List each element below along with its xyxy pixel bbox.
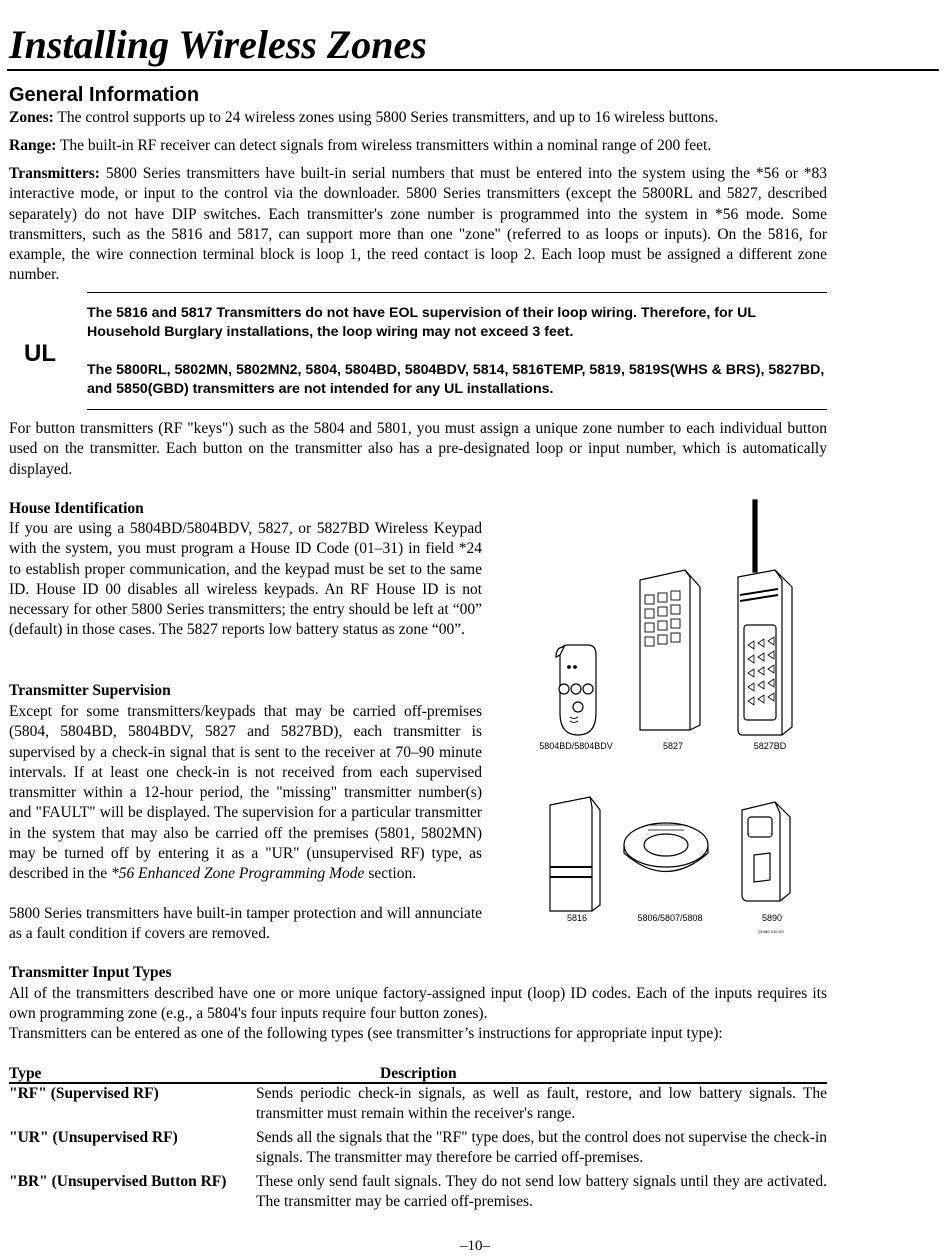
figure-id: 01080-010-V0 — [758, 929, 784, 934]
supervision-text-before: Except for some transmitters/keypads that may be carried off-premises (5804, 5804BD, 5804BDV, 5827 and 5827BD), each transmitter is supervised by a check-in signal that is sent to the receiver at 70–90 minute intervals. If at least one check-in is not received from each supervised transmitter within a 12-hour period, the "missing" transmitter number(s) and "FAULT" will be displayed. The supervision for a particular transmitter in the system that may also be carried off the premises (5801, 5802MN) may be turned off by entering it as a "UR" (unsupervised RF) type, as described in the — [9, 703, 482, 883]
label-5816: 5816 — [566, 913, 588, 923]
zones-text: The control supports up to 24 wireless zones using 5800 Series transmitters, and up to 16 wireless buttons. — [53, 109, 719, 126]
label-5827: 5827 — [662, 741, 684, 751]
tamper-protection-text: 5800 Series transmitters have built-in tamper protection and will annunciate as a fault condition if covers are removed. — [9, 905, 482, 943]
ul-notice-line-2: The 5800RL, 5802MN, 5802MN2, 5804, 5804BD, 5804BDV, 5814, 5816TEMP, 5819, 5819S(WHS & BRS), 5827BD, and 5850(GBD) transmitters are not intended for any UL installations. — [87, 362, 825, 397]
transmitters-text: 5800 Series transmitters have built-in serial numbers that must be entered into the system using the *56 or *83 interactive mode, or input to the control via the downloader. 5800 Series transmitters (except the 5800RL and 5827, described separately) do not have DIP switches. Each transmitter's zone number is programmed into the system in *56 mode. Some transmitters, such as the 5816 and 5817, can support more than one "zone" (referred to as loops or inputs). On the 5816, for example, the wire connection terminal block is loop 1, the reed contact is loop 2. Each loop must be assigned a different zone number. — [9, 165, 827, 284]
transmitter-illustrations — [520, 495, 820, 940]
range-paragraph — [9, 136, 827, 156]
supervision-text-after: section. — [364, 865, 417, 883]
type-desc-ur: Sends all the signals that the "RF" type does, but the control does not supervise the check-in signals. The transmitter may therefore be carried off-premises. — [256, 1129, 827, 1167]
button-transmitters-paragraph: For button transmitters (RF "keys") such as the 5804 and 5801, you must assign a unique zone number to each individual button used on the transmitter. Each button on the transmitter also has a pre-designated loop or input number, which is automatically displayed. — [9, 420, 827, 478]
type-name-br: "BR" (Unsupervised Button RF) — [9, 1173, 227, 1190]
page-title: Installing Wireless Zones — [9, 22, 427, 67]
transmitter-input-types-heading: Transmitter Input Types — [9, 964, 172, 981]
zones-paragraph — [9, 108, 827, 128]
transmitter-supervision-heading: Transmitter Supervision — [9, 682, 171, 699]
transmitters-label: Transmitters: — [9, 165, 100, 182]
range-label: Range: — [9, 137, 57, 154]
input-types-text-2: Transmitters can be entered as one of the following types (see transmitter’s instructions for appropriate input type): — [9, 1025, 723, 1042]
general-information-heading: General Information — [9, 84, 200, 106]
zones-label: Zones: — [9, 109, 54, 126]
type-name-rf: "RF" (Supervised RF) — [9, 1085, 159, 1102]
ul-logo: UL — [24, 340, 56, 367]
label-5806: 5806/5807/5808 — [637, 913, 703, 923]
type-desc-rf: Sends periodic check-in signals, as well as fault, restore, and low battery signals. The transmitter must remain within the receiver's range. — [256, 1085, 827, 1123]
label-5890: 5890 — [761, 913, 783, 923]
house-identification-heading: House Identification — [9, 500, 144, 517]
ul-notice-line-1: The 5816 and 5817 Transmitters do not have EOL supervision of their loop wiring. Therefore, for UL Household Burglary installations, the loop wiring may not exceed 3 feet. — [87, 305, 756, 340]
transmitters-paragraph — [9, 164, 827, 286]
label-5804bd: 5804BD/5804BDV — [539, 741, 613, 751]
type-desc-br: These only send fault signals. They do not send low battery signals until they are activated. The transmitter may be carried off-premises. — [256, 1173, 827, 1211]
page-number: –10– — [460, 1238, 490, 1254]
type-name-ur: "UR" (Unsupervised RF) — [9, 1129, 178, 1146]
types-table-header-type: Type — [9, 1065, 42, 1082]
label-5827bd: 5827BD — [753, 741, 787, 751]
keypad-5827-illustration — [640, 570, 700, 730]
transmitter-5816-illustration — [550, 797, 600, 911]
types-table-header-description: Description — [380, 1065, 457, 1082]
keypad-5827bd-illustration — [738, 500, 792, 735]
title-rule — [7, 69, 939, 71]
motion-detector-5890-illustration — [742, 802, 790, 901]
smoke-detector-illustration — [624, 823, 708, 872]
input-types-text-1: All of the transmitters described have one or more unique factory-assigned input (loop) ID codes. Each of the inputs requires its own programming zone (e.g., a 5804's four inputs require four button zones). — [9, 985, 827, 1023]
keyfob-5804bd-illustration — [556, 645, 596, 735]
transmitter-supervision-text — [9, 702, 482, 885]
range-text: The built-in RF receiver can detect signals from wireless transmitters within a nominal range of 200 feet. — [56, 137, 712, 154]
supervision-text-italic: *56 Enhanced Zone Programming Mode — [111, 865, 365, 883]
house-identification-text: If you are using a 5804BD/5804BDV, 5827, or 5827BD Wireless Keypad with the system, you must program a House ID Code (01–31) in field *24 to establish proper communication, and the keypad must be set to the same ID. House ID 00 disables all wireless keypads. An RF House ID is not necessary for other 5800 Series transmitters; the entry should be left at “00” (default) in those cases. The 5827 reports low battery status as zone “00”. — [9, 520, 482, 639]
